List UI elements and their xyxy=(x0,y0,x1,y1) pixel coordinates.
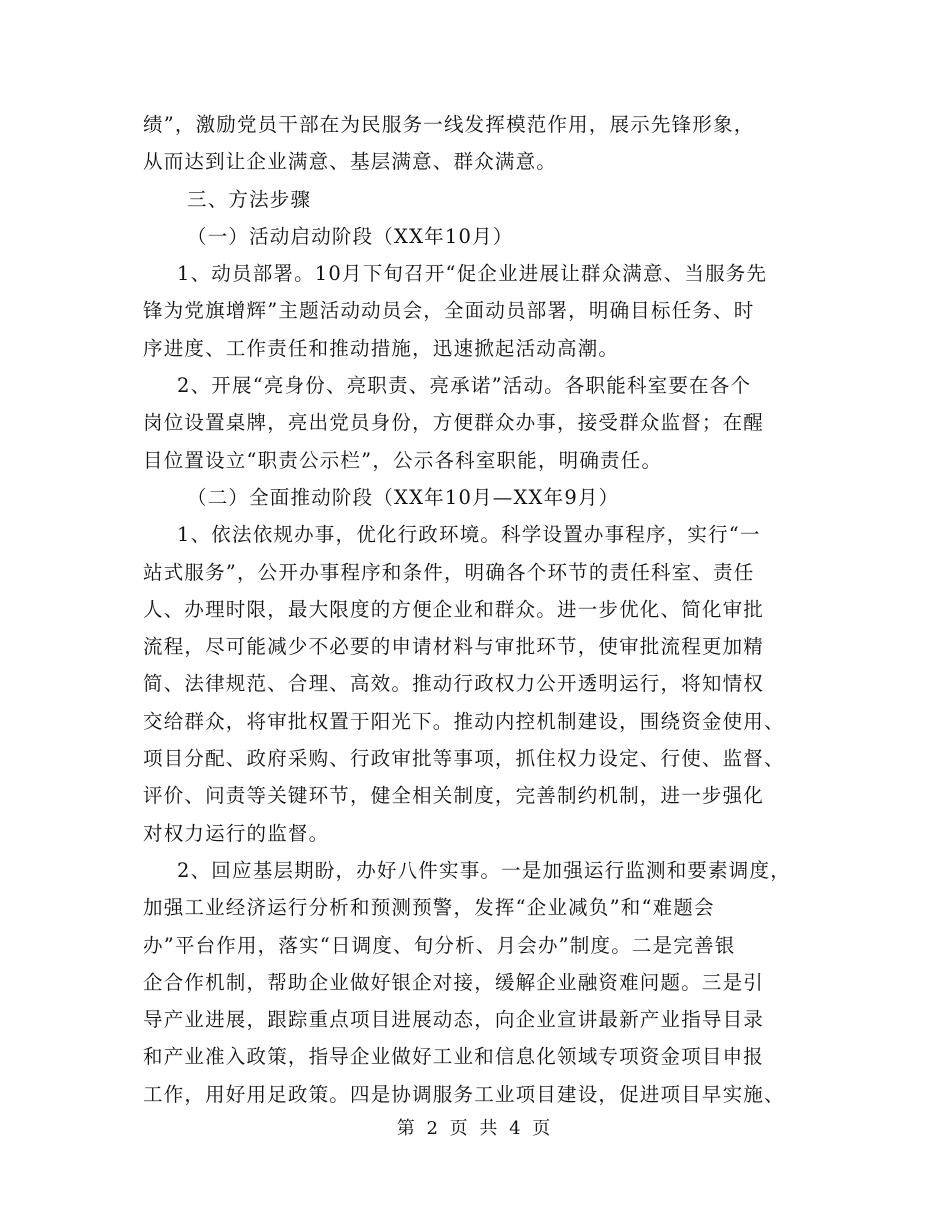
text-line: 交给群众，将审批权置于阳光下。推动内控机制建设，围绕资金使用、 xyxy=(143,709,785,733)
text-line: 工作，用好用足政策。四是协调服务工业项目建设，促进项目早实施、 xyxy=(143,1082,785,1106)
text-line: 项目分配、政府采购、行政审批等事项，抓住权力设定、行使、监督、 xyxy=(143,747,785,771)
text-line: 企合作机制，帮助企业做好银企对接，缓解企业融资难问题。三是引 xyxy=(143,970,765,994)
text-line: 序进度、工作责任和推动措施，迅速掀起活动高潮。 xyxy=(143,336,620,360)
text-line: 岗位设置桌牌，亮出党员身份，方便群众办事，接受群众监督；在醒 xyxy=(143,411,765,435)
text-line: 从而达到让企业满意、基层满意、群众满意。 xyxy=(143,150,558,174)
page-number-label: 第 2 页 共 4 页 xyxy=(396,1118,554,1139)
text-line: （一）活动启动阶段（XX年10月） xyxy=(187,224,514,248)
text-line: 站式服务”，公开办事程序和条件，明确各个环节的责任科室、责任 xyxy=(143,560,755,584)
text-line: （二）全面推动阶段（XX年10月—XX年9月） xyxy=(187,485,620,509)
page-footer xyxy=(0,1114,950,1140)
text-line: 评价、问责等关键环节，健全相关制度，完善制约机制，进一步强化 xyxy=(143,784,765,808)
text-line: 导产业进展，跟踪重点项目进展动态，向企业宣讲最新产业指导目录 xyxy=(143,1008,765,1032)
text-line: 2、开展“亮身份、亮职责、亮承诺”活动。各职能科室要在各个 xyxy=(177,374,752,398)
text-line: 简、法律规范、合理、高效。推动行政权力公开透明运行，将知情权 xyxy=(143,672,765,696)
text-line: 人、办理时限，最大限度的方便企业和群众。进一步优化、简化审批 xyxy=(143,597,765,621)
text-line: 目位置设立“职责公示栏”，公示各科室职能，明确责任。 xyxy=(143,448,663,472)
text-line: 和产业准入政策，指导企业做好工业和信息化领域专项资金项目申报 xyxy=(143,1045,765,1069)
document-body xyxy=(143,106,823,1113)
text-line: 三、方法步骤 xyxy=(187,187,312,211)
text-line: 2、回应基层期盼，办好八件实事。一是加强运行监测和要素调度， xyxy=(177,858,791,882)
text-line: 办”平台作用，落实“日调度、旬分析、月会办”制度。二是完善银 xyxy=(143,933,736,957)
text-line: 绩”，激励党员干部在为民服务一线发挥模范作用，展示先锋形象， xyxy=(143,113,755,136)
text-line: 对权力运行的监督。 xyxy=(143,821,330,845)
text-line: 锋为党旗增辉”主题活动动员会，全面动员部署，明确目标任务、时 xyxy=(143,299,755,323)
text-line: 流程，尽可能减少不必要的申请材料与审批环节，使审批流程更加精 xyxy=(143,635,765,659)
text-line: 加强工业经济运行分析和预测预警，发挥“企业减负”和“难题会 xyxy=(143,896,715,920)
text-line: 1、依法依规办事，优化行政环境。科学设置办事程序，实行“一 xyxy=(177,523,761,547)
text-line: 1、动员部署。10月下旬召开“促企业进展让群众满意、当服务先 xyxy=(177,262,768,286)
